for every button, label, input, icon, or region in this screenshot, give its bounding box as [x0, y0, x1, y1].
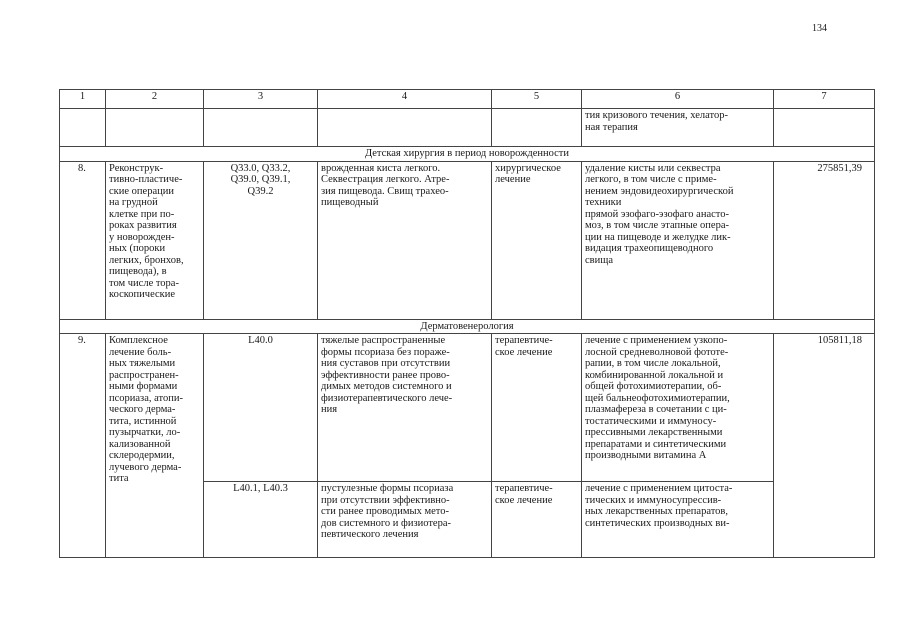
- text-line: лечение с применением цитоста-: [585, 483, 733, 494]
- text-line: ных лекарственных препаратов,: [585, 506, 729, 517]
- text-line: ское лечение: [495, 494, 553, 506]
- cost-cell: 275851,39: [774, 161, 875, 319]
- text-line: зия пищевода. Свищ трахео-: [321, 185, 449, 197]
- procedure-name-cell: [106, 161, 204, 319]
- text-line: тостатическими и иммуносу-: [585, 415, 717, 427]
- text-line: препаратами и синтетическими: [585, 438, 727, 450]
- text-line: хирургическое: [495, 162, 561, 174]
- text-line: L40.1, L40.3: [233, 483, 288, 494]
- empty-cell: [774, 109, 875, 147]
- text-line: певтического лечения: [321, 529, 419, 540]
- text-line: эффективности ранее прово-: [321, 369, 450, 381]
- text-line: лечение боль-: [109, 346, 172, 358]
- table-row: [60, 161, 875, 319]
- text-line: ческого дерма-: [109, 404, 176, 415]
- text-line: пищеводный: [321, 197, 379, 208]
- text-line: формы псориаза без пораже-: [321, 346, 450, 358]
- text-line: том числе тора-: [109, 277, 179, 289]
- text-line: легких, бронхов,: [109, 254, 184, 266]
- text-line: при отсутствии эффективно-: [321, 494, 450, 506]
- text-line: на грудной: [109, 197, 158, 208]
- text-line: сти ранее проводимых мето-: [321, 506, 449, 517]
- column-number: 7: [774, 90, 875, 109]
- text-line: Реконструк-: [109, 162, 164, 174]
- text-line: L40.0: [248, 335, 273, 346]
- text-line: общей фотохимиотерапии, об-: [585, 381, 722, 392]
- empty-cell: [204, 109, 318, 147]
- section-header-pediatric-surgery: [60, 147, 875, 162]
- text-line: пузырчатки, ло-: [109, 427, 181, 438]
- empty-cell: [318, 109, 492, 147]
- text-line: роках развития: [109, 220, 177, 231]
- treatment-method-cell: [582, 334, 774, 482]
- empty-cell: [492, 109, 582, 147]
- text-line: производными витамина А: [585, 450, 707, 461]
- text-line: тяжелые распространенные: [321, 335, 446, 346]
- text-line: нением эндовидеохирургической: [585, 185, 734, 197]
- text-line: техники: [585, 197, 622, 208]
- table-row: [60, 334, 875, 482]
- text-line: тита: [109, 473, 129, 484]
- row-number: 8.: [60, 161, 106, 319]
- procedure-name-cell: [106, 334, 204, 558]
- text-line: удаление кисты или секвестра: [585, 162, 721, 174]
- text-line: пищевода), в: [109, 266, 167, 277]
- text-line: коскопические: [109, 289, 176, 300]
- text-line: у новорожден-: [109, 231, 175, 243]
- text-line: прессивными лекарственными: [585, 427, 723, 438]
- column-number: 1: [60, 90, 106, 109]
- patient-model-cell: [318, 334, 492, 482]
- row-number: 9.: [60, 334, 106, 558]
- column-number: 3: [204, 90, 318, 109]
- patient-model-cell: [318, 161, 492, 319]
- text-line: комбинированной локальной и: [585, 369, 724, 381]
- text-line: лечение с применением узкопо-: [585, 335, 728, 346]
- text-line: тических и иммуносупрессив-: [585, 494, 722, 506]
- treatment-type-cell: [492, 161, 582, 319]
- column-number: 4: [318, 90, 492, 109]
- icd-codes-cell: [204, 161, 318, 319]
- text-line: распространен-: [109, 369, 179, 381]
- text-line: кализованной: [109, 438, 171, 450]
- treatment-type-cell: [492, 482, 582, 558]
- column-number: 5: [492, 90, 582, 109]
- treatment-method-cell: [582, 161, 774, 319]
- text-line: ции на пищеводе и желудке лик-: [585, 231, 731, 243]
- section-header-dermatovenereology: [60, 319, 875, 334]
- text-line: тита, истинной: [109, 415, 177, 427]
- column-number: 6: [582, 90, 774, 109]
- text-line: щей бальнеофотохимиотерапии,: [585, 392, 730, 404]
- cost-cell: 105811,18: [774, 334, 875, 558]
- text-line: врожденная киста легкого.: [321, 162, 441, 174]
- text-line: тия кризового течения, хелатор-: [585, 110, 728, 121]
- text-line: псориаза, атопи-: [109, 392, 183, 404]
- column-number: 2: [106, 90, 204, 109]
- text-line: терапевтиче-: [495, 483, 553, 494]
- text-line: клетке при по-: [109, 208, 175, 220]
- text-line: Комплексное: [109, 335, 168, 346]
- text-line: ная терапия: [585, 121, 638, 133]
- text-line: терапевтиче-: [495, 335, 553, 346]
- column-number-row: [60, 90, 875, 109]
- text-line: ных (пороки: [109, 243, 166, 254]
- text-line: свища: [585, 254, 613, 266]
- treatment-method-cell: [582, 482, 774, 558]
- text-line: лучевого дерма-: [109, 461, 182, 473]
- text-line: ния суставов при отсутствии: [321, 358, 451, 369]
- text-line: ными формами: [109, 381, 178, 392]
- icd-codes-cell: [204, 482, 318, 558]
- method-cell: [582, 109, 774, 147]
- text-line: плазмафереза в сочетании с ци-: [585, 404, 727, 415]
- text-line: склеродермии,: [109, 450, 175, 461]
- continuation-row: [60, 109, 875, 147]
- text-line: Q39.0, Q39.1,: [230, 174, 291, 185]
- patient-model-cell: [318, 482, 492, 558]
- text-line: прямой эзофаго-эзофаго анасто-: [585, 208, 729, 220]
- text-line: синтетических производных ви-: [585, 517, 730, 529]
- procedures-table: [59, 89, 875, 558]
- text-line: тивно-пластиче-: [109, 174, 183, 185]
- text-line: пустулезные формы псориаза: [321, 483, 454, 494]
- text-line: физиотерапевтического лече-: [321, 392, 453, 404]
- text-line: рапии, в том числе локальной,: [585, 358, 721, 369]
- text-line: ния: [321, 404, 338, 415]
- section-title: Дерматовенерология: [60, 319, 875, 334]
- empty-cell: [106, 109, 204, 147]
- text-line: моз, в том числе этапные опера-: [585, 220, 729, 231]
- text-line: легкого, в том числе с приме-: [585, 174, 717, 185]
- treatment-type-cell: [492, 334, 582, 482]
- text-line: лосной средневолновой фототе-: [585, 346, 729, 358]
- icd-codes-cell: [204, 334, 318, 482]
- text-line: видация трахеопищеводного: [585, 243, 714, 254]
- page-number: 134: [812, 23, 827, 34]
- section-title: Детская хирургия в период новорожденности: [60, 147, 875, 162]
- text-line: Секвестрация легкого. Атре-: [321, 174, 450, 185]
- text-line: Q33.0, Q33.2,: [230, 162, 291, 174]
- empty-cell: [60, 109, 106, 147]
- text-line: Q39.2: [247, 185, 274, 197]
- text-line: ские операции: [109, 185, 174, 197]
- text-line: димых методов системного и: [321, 381, 452, 392]
- text-line: лечение: [495, 174, 531, 185]
- text-line: ское лечение: [495, 346, 553, 358]
- text-line: дов системного и физиотера-: [321, 517, 451, 529]
- text-line: ных тяжелыми: [109, 358, 176, 369]
